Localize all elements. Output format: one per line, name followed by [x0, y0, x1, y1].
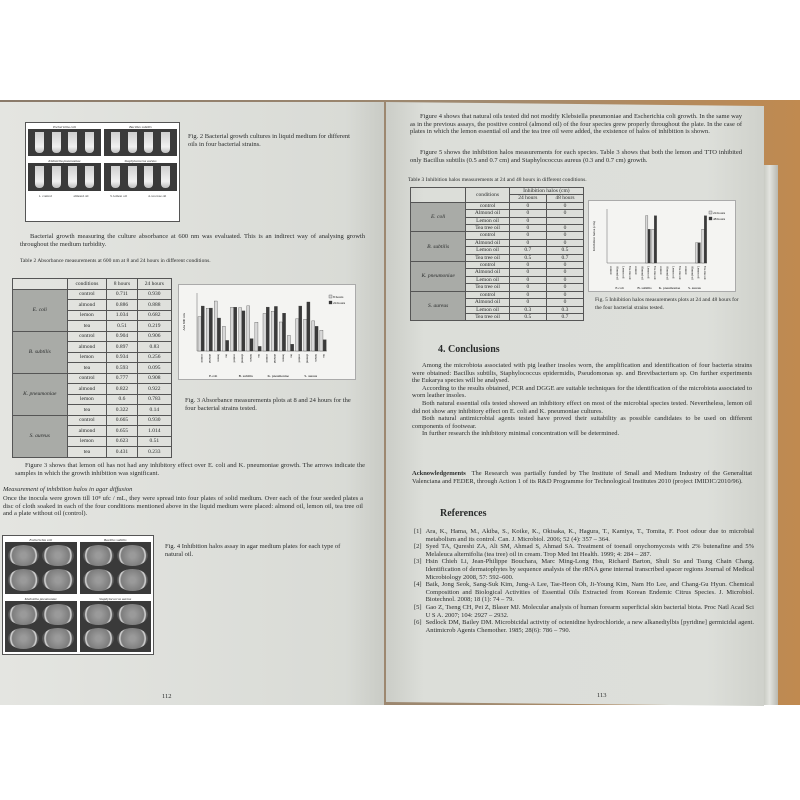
- group-label: S. aureus: [688, 286, 701, 290]
- reference-text: Ara, K., Hama, M., Akiba, S., Koike, K., Okisaka, K., Hagura, T., Kamiya, T., Tomita, F. Foot odour due to microbial metabolism and its control. Can. J. Microbiol. 2006; 52 (4): 357 – 364.: [425, 528, 754, 543]
- bar: [698, 243, 700, 263]
- table-cell: 0.431: [107, 447, 137, 458]
- table-row: [13, 415, 172, 426]
- table-cell: control: [466, 262, 510, 269]
- table-cell: 0.777: [107, 373, 137, 384]
- species-cell: K. pneumoniae: [13, 373, 68, 415]
- legend-item: almond oil: [73, 193, 89, 198]
- bar: [323, 340, 326, 351]
- tick-label: Tea tree oil: [652, 266, 657, 280]
- table-cell: 0.934: [107, 352, 137, 363]
- section-heading: Measurement of inhibition halos in agar diffusion: [3, 486, 133, 493]
- fig2-image: [25, 122, 180, 222]
- fig3-caption: Fig. 3 Absorbance measurements plots at 8 and 24 hours for the four bacterial strains tested.: [185, 397, 351, 412]
- paragraph: Both natural antimicrobial agents tested have proved their suitability as possible candidates to be used on different components of footwear.: [412, 415, 752, 430]
- legend-item: 3. lemon oil: [109, 193, 127, 198]
- bar: [646, 216, 648, 263]
- group-label: E.coli: [615, 286, 624, 290]
- table-cell: 0.219: [137, 321, 171, 332]
- fig2-legend: [28, 194, 177, 219]
- ack-label: Acknowledgements: [412, 470, 466, 477]
- table-cell: 0: [546, 225, 583, 232]
- legend-label: 24 hours: [713, 211, 726, 215]
- bar: [648, 229, 650, 263]
- bar: [234, 307, 237, 351]
- fig4-panel: [80, 597, 152, 653]
- tick-label: control: [634, 266, 639, 275]
- table-cell: 0.14: [137, 405, 171, 416]
- table-cell: tea: [67, 321, 107, 332]
- bar: [226, 340, 229, 351]
- table-cell: tea: [67, 447, 107, 458]
- bar: [312, 321, 315, 351]
- panel-label: Staphylococcus aureus: [80, 597, 152, 601]
- ack-text: The Research was partially funded by The Institute of Small and Medium Industry of the Generalitat Valenciana and FEDER, through Action 1 of its R&D Programme for Technological Institutes 2010 (project IMIDIC/2010/96).: [412, 470, 753, 485]
- table-cell: 0.888: [137, 300, 171, 311]
- group-label: S. aureus: [304, 374, 318, 378]
- bar: [291, 344, 294, 351]
- table-cell: Almond oil: [466, 210, 510, 217]
- bar: [255, 322, 258, 351]
- panel-label: Staphylococcus aureus: [104, 159, 177, 163]
- references-heading: References: [440, 508, 487, 519]
- bar: [214, 301, 217, 351]
- table-cell: 0: [546, 232, 583, 239]
- fig4-caption: Fig. 4 Inhibition halos assay in agar medium plates for each type of natural oil.: [165, 543, 341, 558]
- table-cell: control: [67, 331, 107, 342]
- table-cell: 0.593: [107, 363, 137, 374]
- table-cell: lemon: [67, 436, 107, 447]
- bar: [274, 306, 277, 351]
- column-header: conditions: [67, 279, 107, 290]
- table-cell: 0: [509, 299, 546, 306]
- legend-swatch: [709, 211, 712, 214]
- table3: [410, 187, 584, 321]
- fig2-panel: [104, 159, 177, 190]
- y-axis-label: Inhibition halos (cm): [592, 221, 596, 251]
- table-cell: 0.233: [137, 447, 171, 458]
- table-cell: lemon: [67, 352, 107, 363]
- table-cell: 0: [546, 239, 583, 246]
- table-cell: Tea tree oil: [466, 313, 510, 320]
- table2-caption: Table 2 Absorbance measurements at 600 nm at 8 and 24 hours in different conditions.: [20, 258, 211, 264]
- reference-number: [3]: [414, 558, 422, 566]
- table-row: [13, 331, 172, 342]
- legend-label: 48 hours: [713, 217, 726, 221]
- table-row: [13, 289, 172, 300]
- paragraph: Figure 3 shows that lemon oil has not had any inhibitory effect over E. coli and K. pneumoniae growth. The arrows indicate the samples in which the growth inhibition was significant.: [15, 462, 365, 477]
- legend-swatch: [329, 301, 332, 304]
- fig3-plot: [179, 285, 357, 381]
- reference-number: [4]: [414, 581, 422, 589]
- bar: [704, 216, 706, 263]
- bar: [231, 307, 234, 351]
- bar: [299, 306, 302, 351]
- table-cell: 0.922: [137, 384, 171, 395]
- table-cell: 0.783: [137, 394, 171, 405]
- table2: [12, 278, 172, 458]
- species-cell: B. subtilis: [13, 331, 68, 373]
- bar: [242, 311, 245, 351]
- table-cell: lemon: [67, 394, 107, 405]
- bar: [702, 229, 704, 263]
- tick-label: lemon: [281, 354, 286, 362]
- acknowledgements: [412, 470, 752, 485]
- page-number: 113: [597, 692, 607, 699]
- table-cell: 0: [546, 299, 583, 306]
- legend-swatch: [709, 217, 712, 220]
- species-cell: B. subtilis: [411, 232, 466, 262]
- table-cell: 0.711: [107, 289, 137, 300]
- table-cell: 0: [509, 291, 546, 298]
- references-list: [414, 528, 754, 634]
- table-cell: control: [67, 373, 107, 384]
- table-row: [411, 232, 584, 239]
- table-cell: 0.6: [107, 394, 137, 405]
- table-row: [13, 373, 172, 384]
- tick-label: control: [265, 354, 270, 363]
- bar: [654, 216, 656, 263]
- tick-label: Lemon oil: [671, 266, 676, 279]
- table-cell: 0.51: [107, 321, 137, 332]
- table-cell: 0.665: [107, 415, 137, 426]
- table-cell: 0: [546, 262, 583, 269]
- table-cell: 0.886: [107, 300, 137, 311]
- table-cell: 0: [509, 262, 546, 269]
- tick-label: Lemon oil: [646, 266, 651, 279]
- column-header: 8 hours: [107, 279, 137, 290]
- table-row: [411, 291, 584, 298]
- table-cell: control: [67, 415, 107, 426]
- tick-label: almond: [305, 354, 310, 363]
- table-cell: 0.7: [509, 247, 546, 254]
- fig5-caption: Fig. 5 Inhibition halos measurements plots at 24 and 48 hours for the four bacterial strains tested.: [595, 297, 739, 311]
- bar: [266, 307, 269, 351]
- reference-text: Hsin Chieh Li, Jean-Philippe Bouchara, Marc Ming-Long Hsu, Richard Barton, Shuli Su and Tsung Chain Chang. Identification of dermatophytes by sequence analysis of the rRNA gene internal transcribed spacer regions Journal of Medical Microbiology 2008, 57: 592–600.: [425, 558, 754, 581]
- bar: [283, 313, 286, 351]
- column-header: 24 hours: [509, 195, 546, 202]
- bar: [209, 308, 212, 351]
- fig5-chart: [588, 200, 736, 292]
- table-cell: 1.014: [137, 426, 171, 437]
- table-cell: Lemon oil: [466, 306, 510, 313]
- table-cell: 0: [546, 276, 583, 283]
- table-cell: tea: [67, 363, 107, 374]
- tick-label: Almond oil: [690, 266, 695, 280]
- bar: [201, 306, 204, 351]
- column-header: conditions: [466, 188, 510, 203]
- paragraph: Once the inocula were grown till 10⁸ ufc / mL, they were spread into four plates of solid medium. Over each of the four seeded plates a disc of cloth soaked in each of the four conditions mentioned above in the liquid medium were placed: almond oil, lemon oil, tea tree oil and a plate without oil (control).: [3, 495, 363, 518]
- paragraph: In further research the inhibitory minimal concentration will be determined.: [422, 430, 620, 438]
- reference-text: Syed TA, Qureshi ZA, Ali SM, Ahmad S, Ahmad SA. Treatment of toenail onychomycosis with 2% butenafine and 5% Melaleuca alternifolia (tea tree) oil in cream. Trop Med Int Health. 1999; 4: 284 – 287.: [425, 543, 754, 558]
- table-cell: lemon: [67, 310, 107, 321]
- tick-label: Lemon oil: [621, 266, 626, 279]
- table-cell: 0: [546, 202, 583, 209]
- reference-number: [5]: [414, 603, 422, 611]
- tick-label: almond: [273, 354, 278, 363]
- table-cell: almond: [67, 384, 107, 395]
- reference-item: [414, 604, 754, 619]
- table-cell: 0: [546, 269, 583, 276]
- table-cell: almond: [67, 300, 107, 311]
- fig4-image: [2, 535, 154, 655]
- panel-label: Klebsiella pneumoniae: [5, 597, 77, 601]
- table-cell: control: [67, 289, 107, 300]
- tick-label: control: [609, 266, 614, 275]
- reference-text: Gao Z, Tseng CH, Pei Z, Blaser MJ. Molecular analysis of human forearm superficial skin bacterial biota. Proc Natl Acad Sci U S A. 2007; 104: 2927 – 2932.: [425, 603, 754, 619]
- paragraph: According to the results obtained, PCR and DGGE are suitable techniques for the identification of the microbiota associated to worn leather insoles.: [412, 384, 752, 400]
- table-cell: 0: [509, 284, 546, 291]
- reference-text: Baik, Jong Seok, Sang-Suk Kim, Jung-A Lee, Tae-Heon Oh, Ji-Young Kim, Nam Ho Lee, and Chang-Gu Hyun. Chemical Composition and Biological Activities of Essential Oils Extracted from Korean Endemic Citrus Species. J. Microbiol. Biotechnol. 2008; 18 (1): 74 – 79.: [425, 581, 754, 604]
- table-cell: Almond oil: [466, 239, 510, 246]
- tick-label: lemon: [313, 354, 318, 362]
- species-cell: E. coli: [411, 202, 466, 232]
- tick-label: lemon: [216, 354, 221, 362]
- table-cell: 0.7: [546, 313, 583, 320]
- bar: [239, 308, 242, 351]
- fig2-panel: [28, 159, 101, 190]
- table-cell: 0.322: [107, 405, 137, 416]
- fig2-panel: [28, 125, 101, 156]
- conclusions-heading: 4. Conclusions: [438, 344, 500, 355]
- bar: [206, 308, 209, 351]
- table-cell: 0.5: [546, 247, 583, 254]
- tick-label: almond: [208, 354, 213, 363]
- paragraph: Both natural essential oils tested showed an inhibitory effect on most of the microbial species tested. Nevertheless, lemon oil did not show any inhibitory effect on E. coli and K. pneumoniae cultures.: [412, 399, 752, 415]
- table-cell: 0.908: [137, 373, 171, 384]
- table-cell: Tea tree oil: [466, 225, 510, 232]
- page-number: 112: [162, 693, 172, 700]
- bar: [315, 326, 318, 351]
- table-cell: 0: [546, 284, 583, 291]
- table-cell: 0.906: [137, 331, 171, 342]
- table-cell: 0.655: [107, 426, 137, 437]
- tick-label: control: [659, 266, 664, 275]
- tick-label: tea: [224, 354, 229, 358]
- table-cell: tea: [67, 405, 107, 416]
- table-cell: control: [466, 291, 510, 298]
- table-cell: almond: [67, 342, 107, 353]
- table-cell: [546, 217, 583, 224]
- reference-item: [414, 558, 754, 581]
- table-cell: 0.5: [509, 254, 546, 261]
- bar: [258, 346, 261, 351]
- table3-caption: Table 3 Inhibition halos measurements at 24 and 48 hours in different conditions.: [408, 177, 587, 183]
- table-cell: Tea tree oil: [466, 284, 510, 291]
- legend-item: 4. tea tree oil: [148, 193, 167, 198]
- fig4-panel: [80, 538, 152, 594]
- bar: [271, 311, 274, 351]
- table-cell: 0: [509, 269, 546, 276]
- legend-swatch: [329, 295, 332, 298]
- tick-label: Almond oil: [640, 266, 645, 280]
- reference-item: [414, 581, 754, 604]
- table-cell: Lemon oil: [466, 217, 510, 224]
- bar: [222, 326, 225, 351]
- table-cell: 1.034: [107, 310, 137, 321]
- bar: [279, 322, 282, 351]
- tick-label: Tea tree oil: [702, 266, 707, 280]
- column-header: 24 hours: [137, 279, 171, 290]
- reference-number: [2]: [414, 543, 422, 551]
- y-axis-label: Abs 600 nm: [182, 313, 186, 331]
- table-cell: 0.7: [546, 254, 583, 261]
- table-cell: 0.3: [509, 306, 546, 313]
- table-corner: [411, 188, 466, 203]
- table-cell: 0.930: [137, 289, 171, 300]
- table-cell: 0: [546, 210, 583, 217]
- tick-label: Almond oil: [665, 266, 670, 280]
- table-cell: Lemon oil: [466, 247, 510, 254]
- bar: [320, 330, 323, 351]
- panel-label: Klebsiella pneumoniae: [28, 159, 101, 163]
- table-cell: 0: [509, 232, 546, 239]
- table-cell: 0.3: [546, 306, 583, 313]
- table-cell: 0.83: [137, 342, 171, 353]
- bar: [307, 302, 310, 351]
- column-header: Inhibition halos (cm): [509, 188, 583, 195]
- bar: [247, 306, 250, 351]
- table-cell: Tea tree oil: [466, 254, 510, 261]
- table-cell: Almond oil: [466, 299, 510, 306]
- species-cell: S. aureus: [411, 291, 466, 321]
- paragraph: Figure 4 shows that natural oils tested did not modify Klebsiella pneumoniae and Escherichia coli growth. In the same way as in the previous assays, the positive control (almond oil) of the four species grew properly throughout the plate. In the case of plates in which the lemon essential oil and the tea tree oil were added, the existence of halos of inhibition is shown.: [410, 113, 742, 136]
- tick-label: lemon: [248, 354, 253, 362]
- group-label: B. subtilis: [637, 286, 652, 290]
- species-cell: K. pneumoniae: [411, 262, 466, 292]
- tick-label: Almond oil: [615, 266, 620, 280]
- table-cell: control: [466, 232, 510, 239]
- species-cell: E. coli: [13, 289, 68, 331]
- table-cell: 0: [546, 291, 583, 298]
- table-cell: 0.930: [137, 415, 171, 426]
- panel-label: Escherichia coli: [28, 125, 101, 129]
- fig2-panel: [104, 125, 177, 156]
- tick-label: Tea tree oil: [627, 266, 632, 280]
- tick-label: tea: [256, 354, 261, 358]
- fig4-panel: [5, 597, 77, 653]
- reference-item: [414, 528, 754, 543]
- bar: [696, 243, 698, 263]
- reference-text: Sedlock DM, Bailey DM. Microbicidal activity of octenidine hydrochloride, a new alkanediylbis [pyridine] germicidal agent. Antimicrob Agents Chemother. 1985; 28(6): 786 – 790.: [425, 619, 754, 634]
- reference-item: [414, 619, 754, 634]
- group-label: B. subtilis: [238, 374, 253, 378]
- fig2-caption: Fig. 2 Bacterial growth cultures in liquid medium for different oils in four bacterial strains.: [188, 133, 350, 148]
- column-header: 48 hours: [546, 195, 583, 202]
- table-cell: almond: [67, 426, 107, 437]
- panel-label: Escherichia coli: [5, 538, 77, 542]
- bar: [263, 313, 266, 351]
- table-cell: 0: [509, 276, 546, 283]
- legend-label: 24 hours: [333, 301, 346, 305]
- table-corner: [13, 279, 68, 290]
- table-cell: 0.897: [107, 342, 137, 353]
- table-cell: 0.5: [509, 313, 546, 320]
- paragraph: Figure 5 shows the inhibition halos measurements for each species. Table 3 shows that both the lemon and TTO inhibited only Bacillus subtilis (0.5 and 0.7 cm) and Staphylococcus aureus (0.3 and 0.7 cm) growth.: [410, 149, 742, 164]
- species-cell: S. aureus: [13, 415, 68, 457]
- table-cell: 0.623: [107, 436, 137, 447]
- legend-item: 1. control: [38, 193, 53, 198]
- tick-label: control: [684, 266, 689, 275]
- panel-label: Bacillus subtilis: [104, 125, 177, 129]
- table-cell: Lemon oil: [466, 276, 510, 283]
- page-edges: [764, 165, 778, 705]
- bar: [296, 319, 299, 351]
- paragraph: Among the microbiota associated with pig leather insoles worn, the amplification and identification of four bacteria strains were obtained: Bacillus subtilis, Staphylococcus epidermidis, Pseudomonas sp. and Brevibacterium sp. On further experiments the Eukarya species will be analysed.: [412, 362, 752, 385]
- table-cell: Almond oil: [466, 269, 510, 276]
- tick-label: control: [200, 354, 205, 363]
- fig4-panel: [5, 538, 77, 594]
- bar: [218, 318, 221, 351]
- bar: [287, 335, 290, 351]
- reference-number: [6]: [414, 619, 422, 627]
- reference-number: [1]: [414, 528, 422, 535]
- table-cell: control: [466, 202, 510, 209]
- fig5-plot: [589, 201, 737, 293]
- table-cell: 0: [509, 202, 546, 209]
- panel-label: Bacillus subtilis: [80, 538, 152, 542]
- tick-label: control: [232, 354, 237, 363]
- table-cell: 0.822: [107, 384, 137, 395]
- table-cell: 0: [509, 210, 546, 217]
- table-cell: 0: [509, 225, 546, 232]
- table-cell: 0.095: [137, 363, 171, 374]
- table-cell: 0: [509, 239, 546, 246]
- fig3-chart: [178, 284, 356, 380]
- table-cell: 0.904: [107, 331, 137, 342]
- table-cell: 0.51: [137, 436, 171, 447]
- tick-label: almond: [240, 354, 245, 363]
- bar: [198, 317, 201, 351]
- group-label: K. pneumoniae: [658, 286, 681, 290]
- tick-label: Tea tree oil: [677, 266, 682, 280]
- bar: [250, 339, 253, 351]
- legend-label: 8 hours: [333, 295, 344, 299]
- table-cell: 0.256: [137, 352, 171, 363]
- tick-label: control: [297, 354, 302, 363]
- paragraph: Bacterial growth measuring the culture absorbance at 600 nm was evaluated. This is an indirect way of analysing growth throughout the medium turbidity.: [20, 233, 365, 248]
- group-label: E.coli: [209, 374, 218, 378]
- tick-label: Lemon oil: [696, 266, 701, 279]
- table-row: [411, 202, 584, 209]
- bar: [304, 319, 307, 351]
- table-cell: 0: [509, 217, 546, 224]
- conclusions: [412, 362, 752, 438]
- reference-item: [414, 543, 754, 558]
- bar: [652, 229, 654, 263]
- table-row: [411, 262, 584, 269]
- table-cell: 0.682: [137, 310, 171, 321]
- tick-label: tea: [321, 354, 326, 358]
- tick-label: tea: [289, 354, 294, 358]
- group-label: K. pneumoniae: [267, 374, 289, 378]
